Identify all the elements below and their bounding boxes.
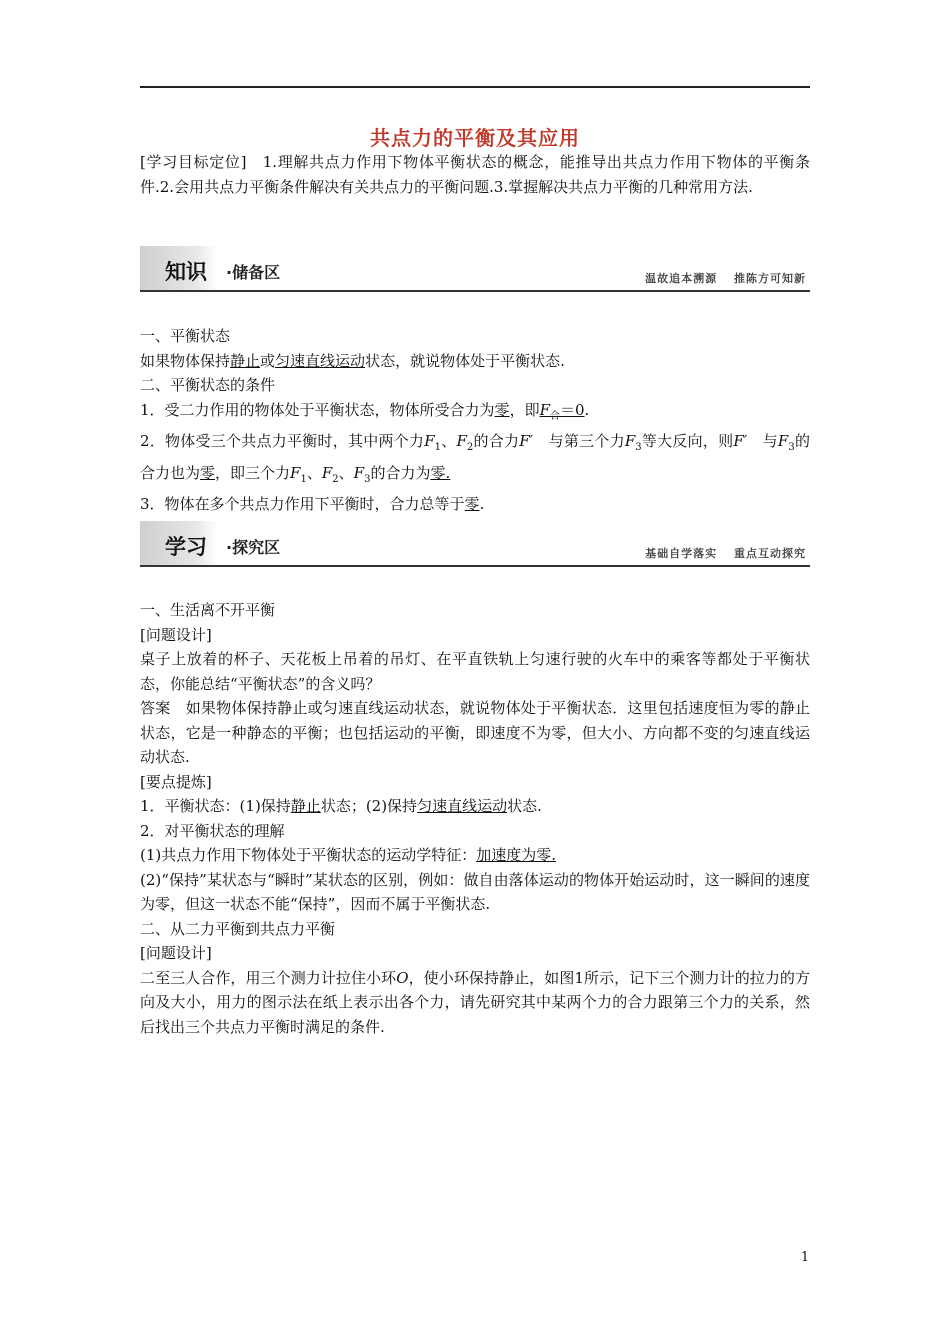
learning-objectives <box>140 150 810 199</box>
key-points-tag: [要点提炼] <box>140 772 212 791</box>
banner-knowledge-title: 知识 <box>165 260 207 284</box>
condition-1: 1．受二力作用的物体处于平衡状态，物体所受合力为零，即$F_合=0$. <box>140 400 590 422</box>
condition-3: 3．物体在多个共点力作用下平衡时，合力总等于零. <box>140 495 485 513</box>
banner-knowledge-tagline: 温故追本溯源 推陈方可知新 <box>645 272 806 285</box>
answer-1: 答案 如果物体保持静止或匀速直线运动状态，就说物体处于平衡状态．这里包括速度恒为零的静止状态，它是一种静态的平衡；也包括运动的平衡，即速度不为零，但大小、方向都不变的匀速直线运动状态. <box>140 699 810 766</box>
banner-knowledge <box>140 246 810 294</box>
banner-study-tagline: 基础自学落实 重点互动探究 <box>645 547 806 560</box>
key-point-2: 2．对平衡状态的理解 <box>140 821 285 840</box>
heading-life-balance: 一、生活离不开平衡 <box>140 601 276 619</box>
page-title: 共点力的平衡及其应用 <box>370 126 580 150</box>
condition-2: 2．物体受三个共点力平衡时，其中两个力$F_1$、$F_2$的合力F′ 与第三个力$F_3$等大反向，则F′ 与$F_3$的合力也为零，即三个力$F_1$、$F_2$、$F_3$的合力为零. <box>140 432 810 485</box>
banner-study-subtitle: ·探究区 <box>226 538 281 557</box>
key-point-1: 1．平衡状态：(1)保持静止状态；(2)保持匀速直线运动状态. <box>140 797 542 815</box>
equilibrium-definition: 如果物体保持静止或匀速直线运动状态，就说物体处于平衡状态. <box>140 351 565 370</box>
banner-study-title: 学习 <box>165 535 207 559</box>
study-section <box>140 598 810 1039</box>
question-design-tag-2: [问题设计] <box>140 944 212 962</box>
heading-equilibrium-conditions: 二、平衡状态的条件 <box>140 376 276 394</box>
banner-study <box>140 521 810 569</box>
question-2: 二至三人合作，用三个测力计拉住小环O，使小环保持静止，如图1所示，记下三个测力计的拉力的方向及大小，用力的图示法在纸上表示出各个力，请先研究其中某两个力的合力跟第三个力的关系，然后找出三个共点力平衡时满足的条件. <box>140 968 810 1036</box>
objectives-tag: [学习目标定位] <box>140 153 247 171</box>
question-design-tag-1: [问题设计] <box>140 625 212 644</box>
key-point-2-1: (1)共点力作用下物体处于平衡状态的运动学特征：加速度为零. <box>140 846 557 864</box>
question-1: 桌子上放着的杯子、天花板上吊着的吊灯、在平直铁轨上匀速行驶的火车中的乘客等都处于平衡状态，你能总结“平衡状态”的含义吗？ <box>140 650 810 693</box>
objectives-text: 1.理解共点力作用下物体平衡状态的概念，能推导出共点力作用下物体的平衡条件.2.会用共点力平衡条件解决有关共点力的平衡问题.3.掌握解决共点力平衡的几种常用方法. <box>140 153 810 196</box>
top-rule <box>140 86 810 88</box>
heading-two-force-balance: 二、从二力平衡到共点力平衡 <box>140 919 336 938</box>
knowledge-section <box>140 324 810 517</box>
heading-equilibrium-state: 一、平衡状态 <box>140 327 231 345</box>
banner-knowledge-subtitle: ·储备区 <box>226 263 281 282</box>
key-point-2-2: (2)“保持”某状态与“瞬时”某状态的区别，例如：做自由落体运动的物体开始运动时，这一瞬间的速度为零，但这一状态不能“保持”，因而不属于平衡状态. <box>140 870 810 913</box>
page-number: 1 <box>800 1250 810 1265</box>
